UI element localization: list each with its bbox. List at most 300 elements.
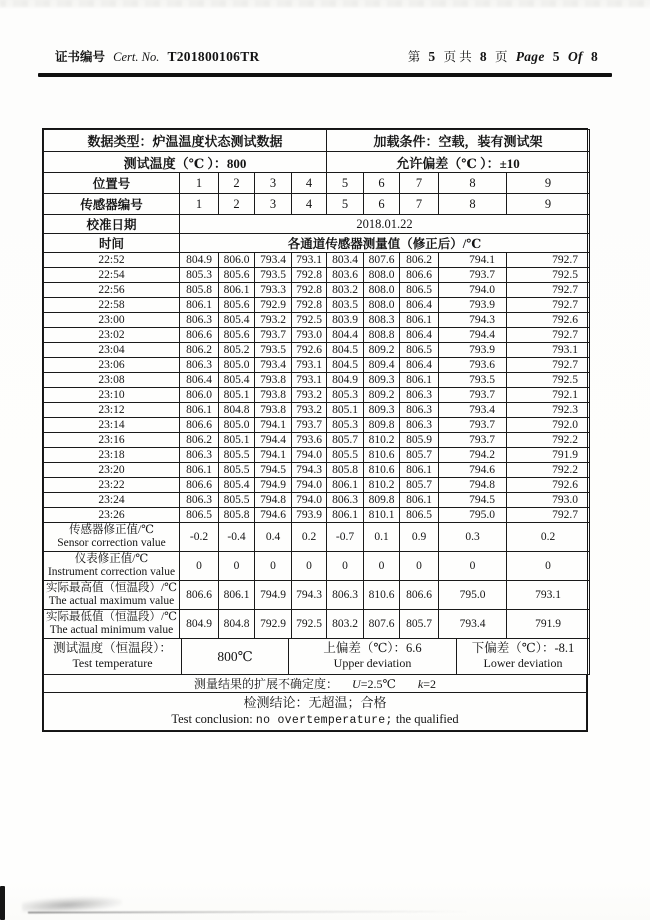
upper-deviation-cn: 上偏差（℃）：6.6	[323, 641, 422, 656]
measurement-cell: 805.7	[400, 448, 439, 463]
value-cell: 806.6	[400, 581, 439, 610]
measurement-row	[44, 403, 590, 418]
conclusion-cell	[44, 693, 587, 730]
value-cell: 804.8	[219, 610, 255, 639]
time-cell: 23:12	[44, 403, 180, 418]
value-cell: 793.1	[507, 581, 590, 610]
measurement-cell: 803.6	[327, 268, 364, 283]
time-cell: 23:24	[44, 493, 180, 508]
actual-minimum-label-cell	[44, 610, 180, 639]
measurement-cell: 794.0	[292, 478, 327, 493]
measurement-cell: 808.0	[364, 283, 400, 298]
measurement-cell: 807.6	[364, 253, 400, 268]
measurement-cell: 809.3	[364, 373, 400, 388]
measurement-cell: 806.6	[180, 328, 219, 343]
value-cell: 6	[364, 194, 400, 215]
test-temp-value-cell: 800℃	[182, 639, 289, 674]
time-cell: 23:02	[44, 328, 180, 343]
measurement-cell: 805.6	[219, 328, 255, 343]
measurement-cell: 805.3	[180, 268, 219, 283]
measurement-row	[44, 298, 590, 313]
allowed-deviation-cell: 允许偏差（℃ ）：±10	[327, 152, 590, 173]
measurement-row	[44, 328, 590, 343]
time-cell: 22:54	[44, 268, 180, 283]
page-total: 8	[479, 49, 487, 64]
measurement-cell: 806.4	[400, 358, 439, 373]
measurement-row	[44, 343, 590, 358]
data-type-cell: 数据类型：炉温温度状态测试数据	[44, 130, 327, 152]
measurement-cell: 792.5	[292, 313, 327, 328]
time-cell: 22:58	[44, 298, 180, 313]
measurement-cell: 793.2	[292, 403, 327, 418]
measurement-cell: 792.7	[507, 283, 590, 298]
conclusion-en	[44, 711, 586, 729]
measurement-cell: 808.3	[364, 313, 400, 328]
summary-row-actual-minimum	[44, 610, 590, 639]
value-cell: 0	[255, 552, 292, 581]
uncertainty-u-value: =2.5℃	[360, 676, 396, 691]
header-divider-rule	[38, 73, 612, 77]
sensor-correction-label-cell	[44, 523, 180, 552]
measurement-cell: 806.1	[327, 508, 364, 523]
measurement-cell: 805.4	[219, 313, 255, 328]
measurement-cell: 792.2	[507, 433, 590, 448]
value-cell: 5	[327, 194, 364, 215]
label-en: The actual maximum value	[48, 595, 175, 607]
measurement-cell: 806.5	[400, 283, 439, 298]
measurement-cell: 805.1	[219, 433, 255, 448]
value-cell: 7	[400, 173, 439, 194]
measurement-row	[44, 358, 590, 373]
measurement-cell: 793.7	[439, 433, 507, 448]
value-cell: 3	[255, 173, 292, 194]
measurement-cell: 810.1	[364, 508, 400, 523]
measurement-cell: 804.9	[327, 373, 364, 388]
label-cn: 仪表修正值/℃	[74, 552, 149, 565]
measurement-cell: 793.7	[255, 328, 292, 343]
measurement-cell: 793.6	[292, 433, 327, 448]
measurement-row	[44, 313, 590, 328]
value-cell: 805.7	[400, 610, 439, 639]
measurement-cell: 794.8	[255, 493, 292, 508]
measurement-cell: 792.5	[507, 268, 590, 283]
measurement-cell: 808.8	[364, 328, 400, 343]
measurement-cell: 804.5	[327, 358, 364, 373]
value-cell: 9	[507, 173, 590, 194]
measurement-cell: 810.6	[364, 463, 400, 478]
measurement-cell: 792.8	[292, 298, 327, 313]
time-cell: 23:14	[44, 418, 180, 433]
measurement-cell: 805.6	[219, 268, 255, 283]
measurement-cell: 794.4	[255, 433, 292, 448]
value-cell: 0	[292, 552, 327, 581]
test-data-table	[42, 128, 588, 732]
measurement-cell: 809.2	[364, 343, 400, 358]
time-cell: 23:08	[44, 373, 180, 388]
upper-deviation-en: Upper deviation	[333, 656, 412, 671]
measurement-cell: 809.4	[364, 358, 400, 373]
measurement-cell: 792.0	[507, 418, 590, 433]
page-header	[55, 47, 598, 65]
label-en: Sensor correction value	[57, 537, 166, 549]
measurement-cell: 806.2	[180, 433, 219, 448]
label-cn: 实际最高值（恒温段）/℃	[45, 581, 178, 594]
measurement-cell: 793.7	[292, 418, 327, 433]
summary-row-sensor-correction	[44, 523, 590, 552]
measurement-cell: 793.7	[439, 388, 507, 403]
measurement-cell: 805.0	[219, 358, 255, 373]
measurement-cell: 792.8	[292, 268, 327, 283]
lower-deviation-en: Lower deviation	[483, 656, 563, 671]
value-cell: 793.4	[439, 610, 507, 639]
value-cell: 0	[327, 552, 364, 581]
measurement-cell: 806.5	[180, 508, 219, 523]
measurement-cell: 793.1	[507, 343, 590, 358]
label-cn: 传感器修正值/℃	[68, 523, 155, 536]
measurement-cell: 792.7	[507, 358, 590, 373]
measurement-cell: 806.5	[400, 508, 439, 523]
measurement-cell: 794.5	[439, 493, 507, 508]
value-cell: 0	[219, 552, 255, 581]
measurement-cell: 805.4	[219, 478, 255, 493]
measurement-cell: 792.7	[507, 253, 590, 268]
actual-maximum-label-cell	[44, 581, 180, 610]
value-cell: 806.6	[180, 581, 219, 610]
value-cell: 7	[400, 194, 439, 215]
measurement-cell: 792.6	[292, 343, 327, 358]
measurement-cell: 804.8	[219, 403, 255, 418]
measurement-row	[44, 388, 590, 403]
measurement-cell: 808.0	[364, 268, 400, 283]
measurement-cell: 804.9	[180, 253, 219, 268]
measurement-cell: 805.7	[400, 478, 439, 493]
measurement-cell: 792.6	[507, 313, 590, 328]
table-row-datatype	[44, 130, 590, 152]
time-label-cell: 时间	[44, 234, 180, 253]
label-en: Instrument correction value	[47, 566, 176, 578]
measurement-cell: 794.9	[255, 478, 292, 493]
measurement-cell: 805.5	[219, 493, 255, 508]
measurement-cell: 806.4	[400, 298, 439, 313]
value-cell: 1	[180, 173, 219, 194]
measurement-cell: 805.1	[219, 388, 255, 403]
footer-conclusion-table	[43, 693, 587, 731]
measurement-cell: 809.8	[364, 418, 400, 433]
measurement-row	[44, 283, 590, 298]
measurement-cell: 805.5	[219, 463, 255, 478]
calib-date-value-cell: 2018.01.22	[180, 215, 590, 234]
measurement-cell: 793.2	[255, 313, 292, 328]
measurement-cell: 805.3	[327, 418, 364, 433]
measurement-cell: 792.7	[507, 328, 590, 343]
value-cell: 6	[364, 173, 400, 194]
value-cell: 794.9	[255, 581, 292, 610]
value-cell: 0.1	[364, 523, 400, 552]
uncertainty-k-value: =2	[423, 676, 436, 691]
measurement-cell: 805.5	[327, 448, 364, 463]
sensor-label-cell: 传感器编号	[44, 194, 180, 215]
value-cell: 8	[439, 194, 507, 215]
value-cell: 806.3	[327, 581, 364, 610]
measurement-cell: 793.5	[255, 343, 292, 358]
measurement-cell: 805.5	[219, 448, 255, 463]
measurement-cell: 793.1	[292, 253, 327, 268]
page-word: 第	[407, 50, 421, 64]
value-cell: 0	[180, 552, 219, 581]
page-word: 页 共	[443, 50, 472, 64]
measurement-cell: 803.5	[327, 298, 364, 313]
conclusion-cn: 检测结论：无超温；合格	[243, 694, 387, 710]
footer-row-uncertainty	[44, 675, 587, 693]
measurement-cell: 794.8	[439, 478, 507, 493]
measurement-rows	[44, 253, 590, 523]
measurement-cell: 794.0	[292, 493, 327, 508]
lower-deviation-cell	[457, 639, 590, 674]
value-cell: 0	[364, 552, 400, 581]
measurement-cell: 806.4	[180, 373, 219, 388]
measurement-cell: 794.2	[439, 448, 507, 463]
cert-number-value: T201800106TR	[167, 49, 260, 64]
measurement-cell: 793.5	[255, 268, 292, 283]
value-cell: 9	[507, 194, 590, 215]
position-label-cell: 位置号	[44, 173, 180, 194]
upper-deviation-cell	[289, 639, 457, 674]
measurement-cell: 808.0	[364, 298, 400, 313]
measurement-cell: 793.1	[292, 358, 327, 373]
time-cell: 23:26	[44, 508, 180, 523]
time-cell: 23:22	[44, 478, 180, 493]
measurement-cell: 805.6	[219, 298, 255, 313]
measurement-cell: 804.5	[327, 343, 364, 358]
table-row-positions	[44, 173, 590, 194]
measurement-cell: 793.2	[292, 388, 327, 403]
measurement-cell: 806.1	[180, 403, 219, 418]
value-cell: 0.9	[400, 523, 439, 552]
measurement-cell: 793.5	[439, 373, 507, 388]
page-word: 页	[495, 50, 508, 64]
measurement-cell: 805.7	[327, 433, 364, 448]
time-cell: 23:10	[44, 388, 180, 403]
measurement-cell: 792.7	[507, 298, 590, 313]
value-cell: 0.2	[292, 523, 327, 552]
measurement-cell: 810.2	[364, 433, 400, 448]
measurement-cell: 810.6	[364, 448, 400, 463]
measurement-cell: 793.1	[292, 373, 327, 388]
measurement-row	[44, 373, 590, 388]
measurement-cell: 806.3	[180, 493, 219, 508]
value-cell: -0.7	[327, 523, 364, 552]
table-row-calibdate	[44, 215, 590, 234]
instrument-correction-label-cell	[44, 552, 180, 581]
value-cell: 806.1	[219, 581, 255, 610]
time-cell: 23:18	[44, 448, 180, 463]
measurement-cell: 806.1	[180, 298, 219, 313]
page-number-en: 5	[552, 49, 560, 64]
measurement-row	[44, 253, 590, 268]
value-cell: 1	[180, 194, 219, 215]
measurement-cell: 806.3	[180, 313, 219, 328]
measurement-cell: 806.3	[400, 403, 439, 418]
measurement-cell: 793.9	[292, 508, 327, 523]
measurement-cell: 792.1	[507, 388, 590, 403]
value-cell: 2	[219, 173, 255, 194]
measurement-cell: 793.7	[439, 268, 507, 283]
measurement-cell: 794.6	[255, 508, 292, 523]
measurement-cell: 806.2	[400, 253, 439, 268]
measurement-cell: 792.7	[507, 508, 590, 523]
measurement-cell: 803.2	[327, 283, 364, 298]
measurement-cell: 805.0	[219, 418, 255, 433]
label-cn: 实际最低值（恒温段）/℃	[45, 610, 178, 623]
footer-uncertainty-table	[43, 675, 587, 694]
measurement-cell: 805.8	[219, 508, 255, 523]
page-word-en: Of	[567, 49, 583, 64]
label-en: Test temperature	[72, 656, 153, 671]
page-number-info	[408, 47, 598, 65]
value-cell: 0	[507, 552, 590, 581]
footer-temperature-table	[43, 639, 590, 675]
time-cell: 23:04	[44, 343, 180, 358]
measurement-cell: 792.8	[292, 283, 327, 298]
conclusion-en-suffix: the qualified	[392, 711, 459, 726]
measurement-cell: 793.8	[255, 388, 292, 403]
measurement-cell: 793.7	[439, 418, 507, 433]
measurement-cell: 793.0	[507, 493, 590, 508]
value-cell: 0.2	[507, 523, 590, 552]
channel-header-cell: 各通道传感器测量值（修正后）/℃	[180, 234, 590, 253]
measurement-cell: 806.3	[327, 493, 364, 508]
time-cell: 22:56	[44, 283, 180, 298]
conclusion-en-prefix: Test conclusion:	[171, 711, 256, 726]
measurement-cell: 794.5	[255, 463, 292, 478]
certificate-number	[55, 47, 260, 65]
measurement-cell: 805.8	[327, 463, 364, 478]
measurement-cell: 806.0	[219, 253, 255, 268]
measurement-cell: 806.2	[180, 343, 219, 358]
measurement-cell: 794.0	[292, 448, 327, 463]
value-cell: 0	[439, 552, 507, 581]
measurement-cell: 794.1	[439, 253, 507, 268]
cert-label-en: Cert. No.	[113, 50, 160, 64]
measurement-cell: 806.1	[400, 373, 439, 388]
scan-edge-mark	[0, 886, 5, 920]
measurement-row	[44, 463, 590, 478]
measurement-row	[44, 478, 590, 493]
table-row-testtemp	[44, 152, 590, 173]
measurement-cell: 793.3	[255, 283, 292, 298]
value-cell: -0.2	[180, 523, 219, 552]
uncertainty-k-symbol: k	[417, 676, 424, 691]
measurement-cell: 806.1	[400, 313, 439, 328]
summary-row-actual-maximum	[44, 581, 590, 610]
measurement-cell: 794.1	[255, 448, 292, 463]
uncertainty-u-symbol: U	[352, 676, 361, 691]
measurement-cell: 793.9	[439, 298, 507, 313]
measurement-cell: 805.4	[219, 373, 255, 388]
time-cell: 23:00	[44, 313, 180, 328]
measurement-cell: 805.2	[219, 343, 255, 358]
measurement-cell: 809.2	[364, 388, 400, 403]
measurement-row	[44, 418, 590, 433]
value-cell: 8	[439, 173, 507, 194]
measurement-cell: 806.3	[180, 358, 219, 373]
scan-noise-band	[0, 0, 650, 7]
measurement-cell: 793.6	[439, 358, 507, 373]
value-cell: 4	[292, 173, 327, 194]
conclusion-en-mono: no overtemperature;	[255, 713, 393, 727]
page-number: 5	[428, 49, 436, 64]
measurement-cell: 806.1	[327, 478, 364, 493]
measurement-row	[44, 508, 590, 523]
measurement-cell: 803.9	[327, 313, 364, 328]
measurement-cell: 793.9	[439, 343, 507, 358]
time-cell: 23:16	[44, 433, 180, 448]
measurement-cell: 805.9	[400, 433, 439, 448]
value-cell: 3	[255, 194, 292, 215]
measurement-cell: 794.6	[439, 463, 507, 478]
table-row-sensors	[44, 194, 590, 215]
value-cell: 807.6	[364, 610, 400, 639]
uncertainty-cell	[44, 675, 587, 693]
measurement-table	[43, 129, 590, 639]
measurement-cell: 794.0	[439, 283, 507, 298]
value-cell: 795.0	[439, 581, 507, 610]
test-temp-label-cell	[44, 639, 182, 674]
value-cell: 2	[219, 194, 255, 215]
test-temperature-cell: 测试温度（℃ ）：800	[44, 152, 327, 173]
measurement-cell: 792.6	[507, 478, 590, 493]
measurement-cell: 806.1	[180, 463, 219, 478]
time-cell: 23:06	[44, 358, 180, 373]
value-cell: 804.9	[180, 610, 219, 639]
measurement-cell: 806.3	[400, 388, 439, 403]
measurement-cell: 792.5	[507, 373, 590, 388]
measurement-cell: 793.0	[292, 328, 327, 343]
value-cell: 792.5	[292, 610, 327, 639]
measurement-cell: 806.0	[180, 388, 219, 403]
uncertainty-label: 测量结果的扩展不确定度：	[194, 676, 339, 691]
measurement-cell: 804.4	[327, 328, 364, 343]
measurement-cell: 792.2	[507, 463, 590, 478]
value-cell: 810.6	[364, 581, 400, 610]
value-cell: 0.4	[255, 523, 292, 552]
measurement-cell: 794.3	[292, 463, 327, 478]
value-cell: 4	[292, 194, 327, 215]
value-cell: 5	[327, 173, 364, 194]
calib-date-label-cell: 校准日期	[44, 215, 180, 234]
measurement-cell: 791.9	[507, 448, 590, 463]
page-total-en: 8	[590, 49, 598, 64]
measurement-cell: 792.9	[255, 298, 292, 313]
value-cell: 803.2	[327, 610, 364, 639]
time-cell: 22:52	[44, 253, 180, 268]
measurement-row	[44, 448, 590, 463]
measurement-cell: 806.6	[180, 418, 219, 433]
scan-bottom-line	[28, 910, 468, 913]
measurement-cell: 809.8	[364, 493, 400, 508]
measurement-cell: 793.4	[439, 403, 507, 418]
measurement-cell: 793.4	[255, 358, 292, 373]
measurement-cell: 806.6	[180, 478, 219, 493]
measurement-cell: 809.3	[364, 403, 400, 418]
measurement-cell: 795.0	[439, 508, 507, 523]
label-cn: 测试温度（恒温段）：	[53, 641, 172, 656]
measurement-cell: 793.8	[255, 403, 292, 418]
footer-row-conclusion	[44, 693, 587, 730]
measurement-cell: 805.1	[327, 403, 364, 418]
lower-deviation-cn: 下偏差（℃）：-8.1	[471, 641, 575, 656]
page-word-en: Page	[515, 49, 545, 64]
